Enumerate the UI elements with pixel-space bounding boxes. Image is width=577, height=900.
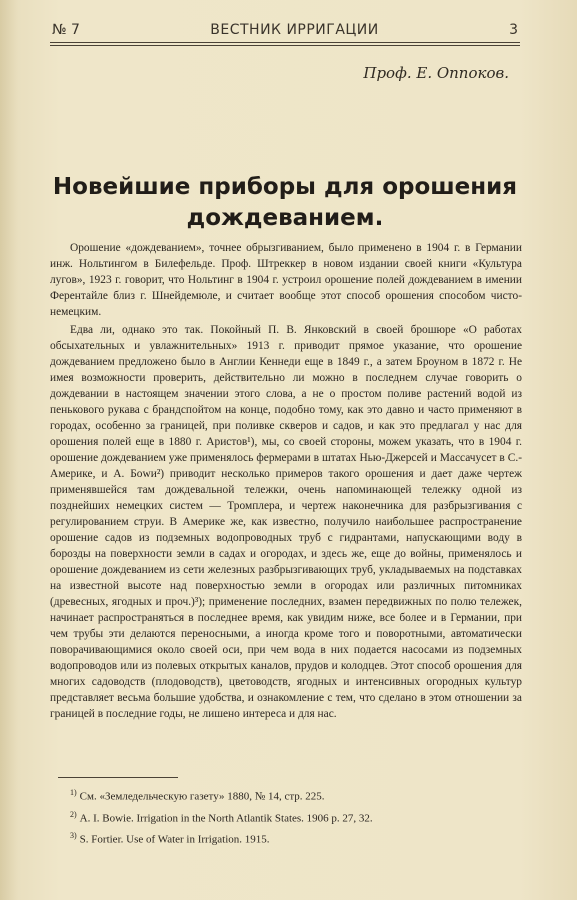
footnote-1 [70,784,530,806]
footnote-3 [70,827,530,849]
paragraph-2: Едва ли, однако это так. Покойный П. В. Янковский в своей брошюре «О работах обсыхательных и увлажнительных» 1913 г. приводит прямое указание, что орошение дождеванием предложено было в Англии Кеннеди еще в 1849 г., а затем Броуном в 1872 г. Не имея возможности проверить, действительно ли можно в последнем случае говорить о дождевании в настоящем значении этого слова, а не о простом поливе растений водой из пенькового рукава с брандспойтом на конце, подобно тому, как это давно и часто применяют в городах, особенно за границей, при поливке скверов и садов, и как это предлагал у нас для орошения полей еще в 1880 г. Аристов¹), мы, со своей стороны, можем указать, что в 1904 г. орошение дождеванием уже применялось фермерами в штатах Нью-Джерсей и Массачусет в С.-Америке, и А. Боwи²) приводит несколько примеров такого орошения и дает даже чертеж применявшейся там дождевальной тележки, очень напоминающей тележку одной из позднейших немецких систем — Тромплера, и чертеж наконечника для разбрызгивания с регулированием струи. В Америке же, как известно, получило наибольшее распространение орошение садов из подземных водопроводных труб с гидрантами, напускающими воду в борозды на поверхности земли в садах и огородах, и здесь же, еще до войны, применялось и орошение дождеванием из сети железных разбрызгивающих труб, укладываемых на подставках на известной высоте над поверхностью земли в огородах или различных питомниках (древесных, ягодных и проч.)³); применение последних, взамен передвижных по полю тележек, начинает распространяться в последнее время, как увидим ниже, все более и в Германии, при чем трубы эти делаются переносными, а иногда кроме того и поворотными, автоматически поворачивающимися около своей оси, при чем вода в них подается насосами из подземных водопроводов или из полевых открытых каналов, прудов и колодцев. Этот способ орошения для многих садоводств (плодоводств), цветоводств, ягодных и интенсивных огородных культур представляет весьма большие удобства, и ознакомление с тем, что сделано в этом отношении за границей в последние годы, не лишено интереса и для нас. [50,324,522,720]
header-rule-bottom [50,45,520,46]
article-body [50,240,522,722]
footnote-text: См. «Земледельческую газету» 1880, № 14, стр. 225. [79,790,325,803]
article-author: Проф. Е. Оппоков. [363,64,509,82]
footnote-mark: 2) [70,809,77,819]
article-title-line-2: дождеванием. [186,205,384,231]
article-title-line-1: Новейшие приборы для орошения [52,174,518,200]
paragraph-1: Орошение «дождеванием», точнее обрызгиванием, было применено в 1904 г. в Германии инж. Нольтингом в Билефельде. Проф. Штреккер в новом издании своей книги «Культура лугов», 1923 г. говорит, что Нольтинг в 1904 г. устроил орошение полей дождеванием в имении Ферентайле близ г. Шнейдемюле, и считает вообще этот способ орошения способом чисто-немецким. [50,242,522,318]
footnote-mark: 1) [70,788,77,797]
footnote-mark: 3) [70,831,77,841]
footnote-text: S. Fortier. Use of Water in Irrigation. 1915. [79,833,270,846]
header-rule-top [50,42,520,43]
journal-title: ВЕСТНИК ИРРИГАЦИИ [210,22,379,38]
issue-number: № 7 [52,22,80,38]
footnotes [70,784,530,849]
footnote-divider [58,777,178,778]
page-header [52,22,518,38]
footnote-text: A. I. Bowie. Irrigation in the North Atlantik States. 1906 p. 27, 32. [79,812,373,825]
page-number: 3 [509,22,518,38]
article-title [40,172,530,234]
footnote-2 [70,806,530,828]
